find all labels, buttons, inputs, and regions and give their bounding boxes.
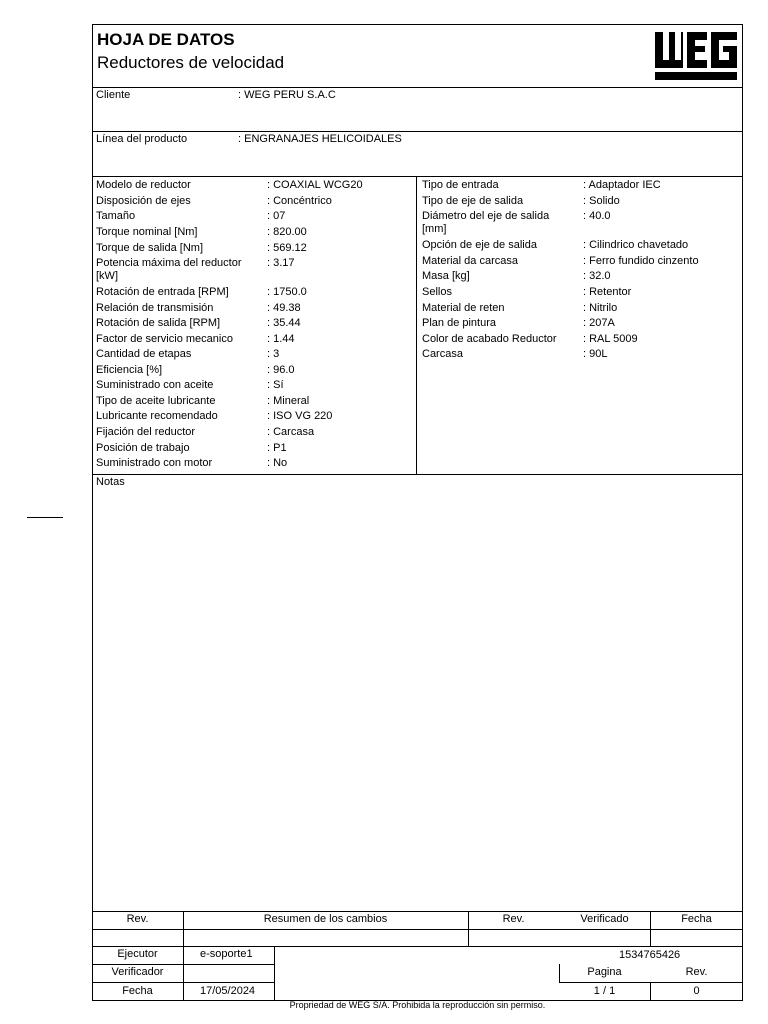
specs-divider (92, 474, 743, 475)
rev-value: 0 (693, 985, 700, 997)
spec-value: : 207A (583, 317, 615, 329)
revision-table-header-bottom (92, 929, 743, 930)
spec-value: : 40.0 (583, 210, 611, 222)
spec-value: : 569.12 (267, 242, 307, 254)
spec-label: Cantidad de etapas (96, 348, 192, 360)
product-line-label: Línea del producto (96, 133, 188, 145)
spec-value: : 1750.0 (267, 286, 307, 298)
page-subtitle: Reductores de velocidad (97, 53, 285, 72)
spec-value: : 32.0 (583, 270, 611, 282)
spec-value: : 49.38 (267, 302, 301, 314)
page-title: HOJA DE DATOS (97, 30, 235, 49)
notes-label: Notas (96, 476, 125, 488)
spec-label: Color de acabado Reductor (422, 333, 557, 345)
page-label: Pagina (587, 966, 622, 978)
revision-header-summary: Resumen de los cambios (263, 913, 388, 925)
header-divider (92, 87, 743, 88)
spec-label: Torque de salida [Nm] (96, 242, 203, 254)
spec-label: Sellos (422, 286, 452, 298)
footer-row-2 (92, 982, 274, 983)
product-line-value: : ENGRANAJES HELICOIDALES (238, 133, 402, 145)
spec-label: Rotación de salida [RPM] (96, 317, 221, 329)
footer-col-2 (274, 946, 275, 1001)
margin-mark (27, 517, 63, 518)
spec-label: Tipo de aceite lubricante (96, 395, 216, 407)
spec-label: Torque nominal [Nm] (96, 226, 198, 238)
spec-row (96, 179, 191, 192)
client-value: : WEG PERU S.A.C (238, 89, 336, 101)
revision-header-date: Fecha (681, 913, 712, 925)
rev-label: Rev. (685, 966, 708, 978)
spec-value: : Retentor (583, 286, 632, 298)
spec-value: : Cilindrico chavetado (583, 239, 689, 251)
spec-label: Masa [kg] (422, 270, 470, 282)
revision-table-top (92, 911, 743, 912)
revision-header-verified: Verificado (580, 913, 629, 925)
spec-value: : 35.44 (267, 317, 301, 329)
client-divider (92, 131, 743, 132)
spec-value: : Carcasa (267, 426, 315, 438)
spec-label: Opción de eje de salida (422, 239, 537, 251)
spec-label: Material da carcasa (422, 255, 518, 267)
product-line-divider (92, 176, 743, 177)
revision-table-bottom (92, 946, 743, 947)
spec-label: Fijación del reductor (96, 426, 196, 438)
spec-label: Tipo de entrada (422, 179, 499, 191)
spec-value: : 96.0 (267, 364, 295, 376)
spec-value: : 90L (583, 348, 608, 360)
spec-label: Factor de servicio mecanico (96, 333, 233, 345)
footer-col-1 (183, 946, 184, 1001)
spec-value: : P1 (267, 442, 287, 454)
spec-label: Tipo de eje de salida (422, 195, 524, 207)
page-value: 1 / 1 (593, 985, 616, 997)
document-number: 1534765426 (619, 949, 681, 961)
spec-label: Rotación de entrada [RPM] (96, 286, 229, 298)
spec-label: Plan de pintura (422, 317, 496, 329)
spec-value: : 1.44 (267, 333, 295, 345)
executor-label: Ejecutor (117, 948, 158, 960)
datasheet-frame (92, 24, 743, 1001)
spec-label: Posición de trabajo (96, 442, 190, 454)
date-label: Fecha (122, 985, 153, 997)
spec-label: Modelo de reductor (96, 179, 191, 191)
revision-header-rev: Rev. (126, 913, 149, 925)
spec-value: : Ferro fundido cinzento (583, 255, 699, 267)
spec-value: : Sí (267, 379, 284, 391)
spec-label: Relación de transmisión (96, 302, 214, 314)
executor-value: e-soporte1 (200, 948, 253, 960)
date-value: 17/05/2024 (200, 985, 256, 997)
weg-logo (653, 28, 739, 84)
spec-value: : COAXIAL WCG20 (267, 179, 363, 191)
spec-value: : ISO VG 220 (267, 410, 333, 422)
spec-label: Tamaño (96, 210, 136, 222)
spec-value: : No (267, 457, 288, 469)
spec-value: : Nitrilo (583, 302, 618, 314)
revision-header-rev2: Rev. (502, 913, 525, 925)
spec-label: Disposición de ejes (96, 195, 191, 207)
spec-value: : 820.00 (267, 226, 307, 238)
spec-value: : RAL 5009 (583, 333, 638, 345)
footer-row-1 (92, 964, 274, 965)
spec-value: : Solido (583, 195, 620, 207)
copyright-notice: Propriedad de WEG S/A. Prohibida la reproducción sin permiso. (289, 1000, 546, 1010)
spec-value: : Concéntrico (267, 195, 332, 207)
spec-label: Material de reten (422, 302, 505, 314)
spec-label: Potencia máxima del reductor [kW] (96, 257, 242, 282)
spec-label: Carcasa (422, 348, 463, 360)
spec-label: Diámetro del eje de salida [mm] (422, 210, 550, 235)
spec-label: Eficiencia [%] (96, 364, 163, 376)
spec-value: : Adaptador IEC (583, 179, 661, 191)
client-label: Cliente (96, 89, 131, 101)
spec-value: : 3 (267, 348, 280, 360)
footer-row-2-right (559, 982, 743, 983)
spec-label: Suministrado con aceite (96, 379, 214, 391)
specs-column-divider (416, 176, 417, 474)
spec-value: : 3.17 (267, 257, 295, 269)
spec-value: : 07 (267, 210, 286, 222)
spec-label: Lubricante recomendado (96, 410, 218, 422)
spec-value: : Mineral (267, 395, 310, 407)
spec-label: Suministrado con motor (96, 457, 213, 469)
verifier-label: Verificador (111, 966, 164, 978)
